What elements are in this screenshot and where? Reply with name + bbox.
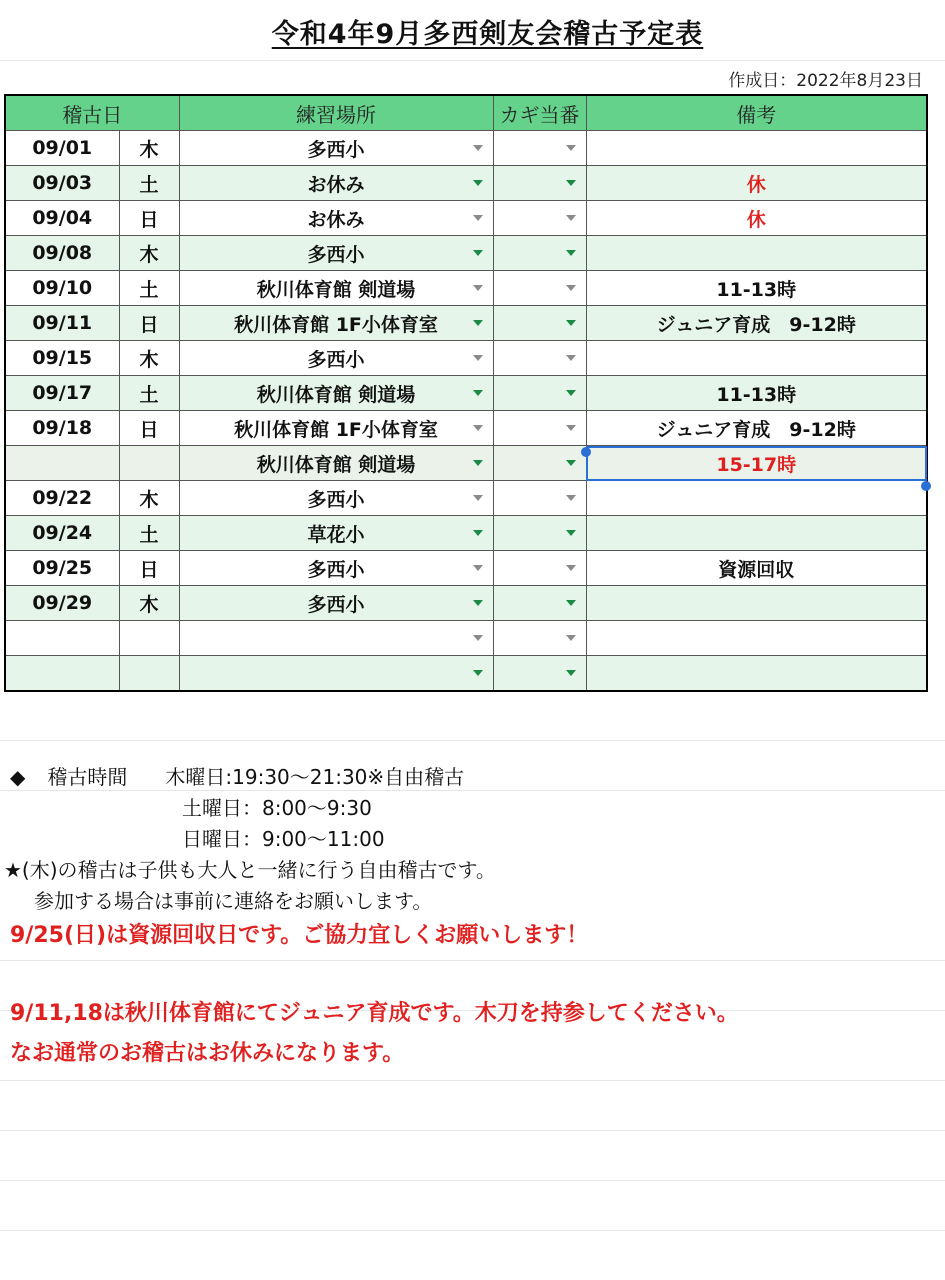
- note-cell[interactable]: [586, 341, 927, 376]
- place-cell-text: 多西小: [307, 243, 365, 266]
- key-cell[interactable]: [493, 131, 586, 166]
- table-row: [5, 411, 927, 446]
- place-cell-text: 秋川体育館 剣道場: [256, 278, 416, 301]
- day-cell[interactable]: [119, 236, 179, 271]
- dropdown-arrow-icon[interactable]: [473, 145, 483, 151]
- key-cell[interactable]: [493, 376, 586, 411]
- day-cell-text: 木: [139, 243, 159, 266]
- place-cell-text: 秋川体育館 剣道場: [256, 453, 416, 476]
- key-cell[interactable]: [493, 341, 586, 376]
- date-cell[interactable]: [5, 166, 119, 201]
- day-cell[interactable]: [119, 166, 179, 201]
- dropdown-arrow-icon[interactable]: [473, 565, 483, 571]
- table-row: [5, 201, 927, 236]
- practice-notes: [4, 762, 496, 917]
- page-title: 令和4年9月多西剣友会稽古予定表: [271, 19, 704, 50]
- note-cell[interactable]: [586, 306, 927, 341]
- dropdown-arrow-icon[interactable]: [473, 355, 483, 361]
- note-cell-text: 休: [746, 173, 766, 196]
- dropdown-arrow-icon[interactable]: [566, 565, 576, 571]
- key-cell[interactable]: [493, 621, 586, 656]
- date-cell-text: 09/08: [32, 242, 93, 264]
- dropdown-arrow-icon[interactable]: [566, 215, 576, 221]
- date-cell[interactable]: [5, 201, 119, 236]
- dropdown-arrow-icon[interactable]: [566, 530, 576, 536]
- day-cell[interactable]: [119, 131, 179, 166]
- date-cell[interactable]: [5, 411, 119, 446]
- key-cell[interactable]: [493, 306, 586, 341]
- key-cell[interactable]: [493, 516, 586, 551]
- note-cell[interactable]: [586, 166, 927, 201]
- place-cell-text: 秋川体育館 剣道場: [256, 383, 416, 406]
- place-cell[interactable]: [179, 586, 493, 621]
- day-cell-text: 木: [139, 593, 159, 616]
- day-cell[interactable]: [119, 481, 179, 516]
- note-cell[interactable]: [586, 656, 927, 692]
- date-cell-text: 09/01: [32, 137, 93, 159]
- note-cell-text: 15-17時: [716, 453, 797, 476]
- note-cell[interactable]: [586, 131, 927, 166]
- date-cell-text: 09/03: [32, 172, 93, 194]
- day-cell-text: 日: [139, 418, 159, 441]
- dropdown-arrow-icon[interactable]: [473, 460, 483, 466]
- dropdown-arrow-icon[interactable]: [473, 530, 483, 536]
- place-cell[interactable]: [179, 201, 493, 236]
- key-cell[interactable]: [493, 236, 586, 271]
- day-cell[interactable]: [119, 376, 179, 411]
- table-row: [5, 551, 927, 586]
- day-cell-text: 土: [139, 173, 159, 196]
- place-cell[interactable]: [179, 236, 493, 271]
- selection-handle-top[interactable]: [581, 447, 591, 457]
- dropdown-arrow-icon[interactable]: [473, 495, 483, 501]
- key-cell[interactable]: [493, 551, 586, 586]
- dropdown-arrow-icon[interactable]: [473, 635, 483, 641]
- date-cell[interactable]: [5, 586, 119, 621]
- date-cell[interactable]: [5, 621, 119, 656]
- date-cell-text: 09/25: [32, 557, 93, 579]
- date-cell[interactable]: [5, 446, 119, 481]
- dropdown-arrow-icon[interactable]: [566, 390, 576, 396]
- day-cell[interactable]: [119, 621, 179, 656]
- note-cell[interactable]: [586, 621, 927, 656]
- date-cell-text: 09/18: [32, 417, 93, 439]
- place-cell[interactable]: [179, 621, 493, 656]
- table-row: [5, 481, 927, 516]
- red-note-1: 9/25(日)は資源回収日です。ご協力宜しくお願いします！: [10, 923, 589, 948]
- note-cell[interactable]: [586, 411, 927, 446]
- place-cell-text: 秋川体育館 1F小体育室: [234, 418, 438, 441]
- dropdown-arrow-icon[interactable]: [566, 670, 576, 676]
- dropdown-arrow-icon[interactable]: [473, 320, 483, 326]
- day-cell-text: 土: [139, 278, 159, 301]
- dropdown-arrow-icon[interactable]: [566, 425, 576, 431]
- selection-handle-bottom[interactable]: [921, 481, 931, 491]
- table-row: [5, 516, 927, 551]
- created-date: 作成日：2022年8月23日: [728, 71, 923, 91]
- day-cell[interactable]: [119, 516, 179, 551]
- place-cell-text: 秋川体育館 1F小体育室: [234, 313, 438, 336]
- day-cell-text: 土: [139, 383, 159, 406]
- day-cell-text: 土: [139, 523, 159, 546]
- place-cell-text: 多西小: [307, 488, 365, 511]
- date-cell[interactable]: [5, 341, 119, 376]
- day-cell-text: 木: [139, 348, 159, 371]
- dropdown-arrow-icon[interactable]: [566, 145, 576, 151]
- dropdown-arrow-icon[interactable]: [566, 320, 576, 326]
- dropdown-arrow-icon[interactable]: [473, 600, 483, 606]
- date-cell[interactable]: [5, 236, 119, 271]
- key-cell[interactable]: [493, 656, 586, 692]
- schedule-table: [4, 94, 928, 692]
- note-cell[interactable]: [586, 481, 927, 516]
- dropdown-arrow-icon[interactable]: [473, 390, 483, 396]
- date-cell[interactable]: [5, 481, 119, 516]
- place-cell[interactable]: [179, 376, 493, 411]
- key-cell[interactable]: [493, 586, 586, 621]
- place-cell[interactable]: [179, 446, 493, 481]
- day-cell[interactable]: [119, 306, 179, 341]
- place-cell[interactable]: [179, 411, 493, 446]
- place-cell-text: 草花小: [307, 523, 365, 546]
- date-cell-text: 09/22: [32, 487, 93, 509]
- dropdown-arrow-icon[interactable]: [473, 180, 483, 186]
- day-cell[interactable]: [119, 551, 179, 586]
- date-cell-text: 09/24: [32, 522, 93, 544]
- place-cell-text: 多西小: [307, 558, 365, 581]
- key-cell[interactable]: [493, 166, 586, 201]
- dropdown-arrow-icon[interactable]: [566, 635, 576, 641]
- place-cell-text: 多西小: [307, 593, 365, 616]
- day-cell[interactable]: [119, 586, 179, 621]
- day-cell[interactable]: [119, 341, 179, 376]
- header-date: 稽古日: [5, 95, 179, 131]
- key-cell[interactable]: [493, 201, 586, 236]
- date-cell[interactable]: [5, 271, 119, 306]
- note-cell[interactable]: [586, 201, 927, 236]
- place-cell[interactable]: [179, 551, 493, 586]
- day-cell[interactable]: [119, 201, 179, 236]
- note-cell[interactable]: [586, 551, 927, 586]
- place-cell[interactable]: [179, 166, 493, 201]
- dropdown-arrow-icon[interactable]: [473, 425, 483, 431]
- dropdown-arrow-icon[interactable]: [473, 250, 483, 256]
- note-cell-text: 休: [746, 208, 766, 231]
- date-cell[interactable]: [5, 516, 119, 551]
- dropdown-arrow-icon[interactable]: [473, 285, 483, 291]
- place-cell[interactable]: [179, 481, 493, 516]
- dropdown-arrow-icon[interactable]: [566, 180, 576, 186]
- day-cell[interactable]: [119, 446, 179, 481]
- dropdown-arrow-icon[interactable]: [566, 250, 576, 256]
- header-note: 備考: [586, 95, 927, 131]
- note-cell-text: 11-13時: [716, 383, 797, 406]
- date-cell-text: 09/17: [32, 382, 93, 404]
- table-row: [5, 621, 927, 656]
- table-row: [5, 236, 927, 271]
- date-cell[interactable]: [5, 131, 119, 166]
- dropdown-arrow-icon[interactable]: [566, 460, 576, 466]
- red-note-2: 9/11,18は秋川体育館にてジュニア育成です。木刀を持参してください。: [10, 1001, 739, 1026]
- place-cell[interactable]: [179, 131, 493, 166]
- key-cell[interactable]: [493, 271, 586, 306]
- note-cell[interactable]: [586, 446, 927, 481]
- date-cell[interactable]: [5, 656, 119, 692]
- bullet: ◆: [10, 765, 26, 789]
- day-cell-text: 日: [139, 558, 159, 581]
- day-cell-text: 日: [139, 313, 159, 336]
- star-note-2: 参加する場合は事前に連絡をお願いします。: [34, 889, 433, 913]
- place-cell-text: お休み: [307, 208, 365, 231]
- date-cell-text: 09/11: [32, 312, 93, 334]
- dropdown-arrow-icon[interactable]: [473, 215, 483, 221]
- place-cell-text: 多西小: [307, 348, 365, 371]
- day-cell[interactable]: [119, 656, 179, 692]
- dropdown-arrow-icon[interactable]: [566, 495, 576, 501]
- star-note: ★(木)の稽古は子供も大人と一緒に行う自由稽古です。: [4, 858, 496, 882]
- place-cell[interactable]: [179, 271, 493, 306]
- table-row: [5, 341, 927, 376]
- date-cell[interactable]: [5, 306, 119, 341]
- day-cell-text: 木: [139, 138, 159, 161]
- header-key: カギ当番: [493, 95, 586, 131]
- dropdown-arrow-icon[interactable]: [566, 285, 576, 291]
- note-cell[interactable]: [586, 271, 927, 306]
- dropdown-arrow-icon[interactable]: [566, 600, 576, 606]
- dropdown-arrow-icon[interactable]: [566, 355, 576, 361]
- day-cell[interactable]: [119, 271, 179, 306]
- key-cell[interactable]: [493, 446, 586, 481]
- thursday-time: 木曜日:19:30～21:30※自由稽古: [165, 765, 465, 789]
- key-cell[interactable]: [493, 481, 586, 516]
- place-cell[interactable]: [179, 306, 493, 341]
- sunday-time: 日曜日：9:00～11:00: [182, 827, 385, 851]
- table-row: [5, 656, 927, 692]
- day-cell-text: 日: [139, 208, 159, 231]
- place-cell-text: お休み: [307, 173, 365, 196]
- place-cell[interactable]: [179, 516, 493, 551]
- date-cell-text: 09/29: [32, 592, 93, 614]
- practice-time-label: 稽古時間: [47, 765, 128, 789]
- note-cell[interactable]: [586, 516, 927, 551]
- note-cell-text: ジュニア育成 9-12時: [656, 418, 856, 441]
- date-cell[interactable]: [5, 551, 119, 586]
- place-cell[interactable]: [179, 341, 493, 376]
- note-cell-text: 資源回収: [718, 558, 795, 581]
- table-row: [5, 446, 927, 481]
- saturday-time: 土曜日：8:00～9:30: [182, 796, 372, 820]
- date-cell[interactable]: [5, 376, 119, 411]
- date-cell-text: 09/10: [32, 277, 93, 299]
- header-row: [5, 95, 927, 131]
- note-cell-text: ジュニア育成 9-12時: [656, 313, 856, 336]
- table-row: [5, 376, 927, 411]
- table-row: [5, 271, 927, 306]
- table-row: [5, 131, 927, 166]
- day-cell-text: 木: [139, 488, 159, 511]
- date-cell-text: 09/04: [32, 207, 93, 229]
- note-cell[interactable]: [586, 236, 927, 271]
- note-cell[interactable]: [586, 376, 927, 411]
- table-row: [5, 306, 927, 341]
- day-cell[interactable]: [119, 411, 179, 446]
- red-note-3: なお通常のお稽古はお休みになります。: [10, 1041, 405, 1066]
- table-row: [5, 586, 927, 621]
- note-cell-text: 11-13時: [716, 278, 797, 301]
- key-cell[interactable]: [493, 411, 586, 446]
- note-cell[interactable]: [586, 586, 927, 621]
- place-cell[interactable]: [179, 656, 493, 692]
- dropdown-arrow-icon[interactable]: [473, 670, 483, 676]
- header-place: 練習場所: [179, 95, 493, 131]
- table-row: [5, 166, 927, 201]
- place-cell-text: 多西小: [307, 138, 365, 161]
- date-cell-text: 09/15: [32, 347, 93, 369]
